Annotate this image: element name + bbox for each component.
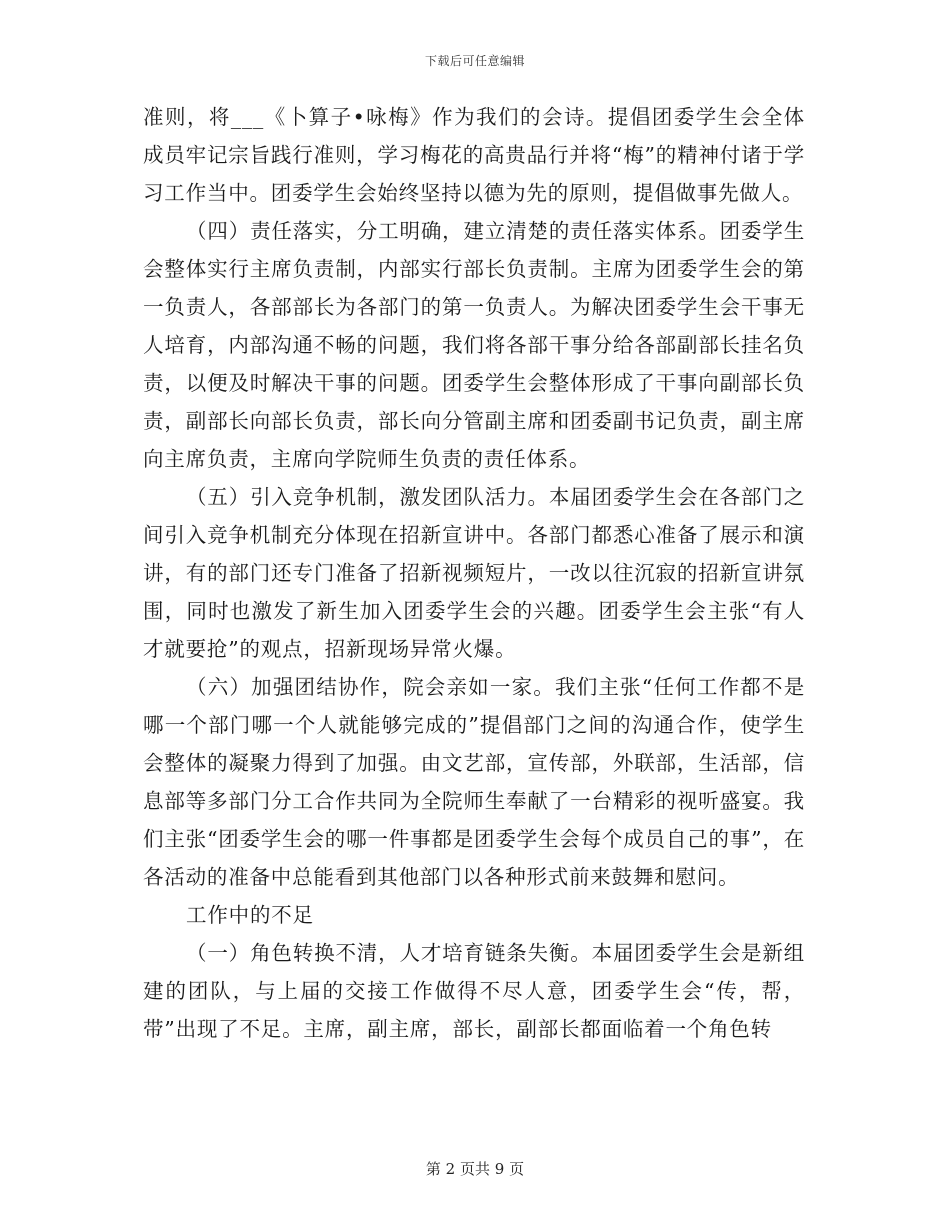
page-number: 第 2 页共 9 页 <box>425 1160 525 1178</box>
section-heading: 工作中的不足 <box>186 903 314 927</box>
page-header-note: 下载后可任意编辑 <box>424 54 525 68</box>
paragraph-3: （五）引入竞争机制，激发团队活力。本届团委学生会在各部门之间引入竞争机制充分体现在招新宣讲中。各部门都悉心准备了展示和演讲，有的部门还专门准备了招新视频短片，一改以往沉寂的招新宣讲氛围，同时也激发了新生加入团委学生会的兴趣。团委学生会主张“有人才就要抢”的观点，招新现场异常火爆。 <box>143 485 805 661</box>
paragraph-5: （一）角色转换不清，人才培育链条失衡。本届团委学生会是新组建的团队，与上届的交接工作做得不尽人意，团委学生会“传，帮，带”出现了不足。主席，副主席，部长，副部长都面临着一个角色转 <box>143 941 805 1041</box>
paragraph-1: 准则，将___《卜算子•咏梅》作为我们的会诗。提倡团委学生会全体成员牢记宗旨践行准则，学习梅花的高贵品行并将“梅”的精神付诸于学习工作当中。团委学生会始终坚持以德为先的原则，提倡做事先做人。 <box>143 105 805 205</box>
paragraph-2: （四）责任落实，分工明确，建立清楚的责任落实体系。团委学生会整体实行主席负责制，内部实行部长负责制。主席为团委学生会的第一负责人，各部部长为各部门的第一负责人。为解决团委学生会干事无人培育，内部沟通不畅的问题，我们将各部干事分给各部副部长挂名负责，以便及时解决干事的问题。团委学生会整体形成了干事向副部长负责，副部长向部长负责，部长向分管副主席和团委副书记负责，副主席向主席负责，主席向学院师生负责的责任体系。 <box>143 219 805 471</box>
paragraph-4: （六）加强团结协作，院会亲如一家。我们主张“任何工作都不是哪一个部门哪一个人就能够完成的”提倡部门之间的沟通合作，使学生会整体的凝聚力得到了加强。由文艺部，宣传部，外联部，生活部，信息部等多部门分工合作共同为全院师生奉献了一台精彩的视听盛宴。我们主张“团委学生会的哪一件事都是团委学生会每个成员自己的事”，在各活动的准备中总能看到其他部门以各种形式前来鼓舞和慰问。 <box>143 675 805 889</box>
document-body <box>143 98 805 1048</box>
